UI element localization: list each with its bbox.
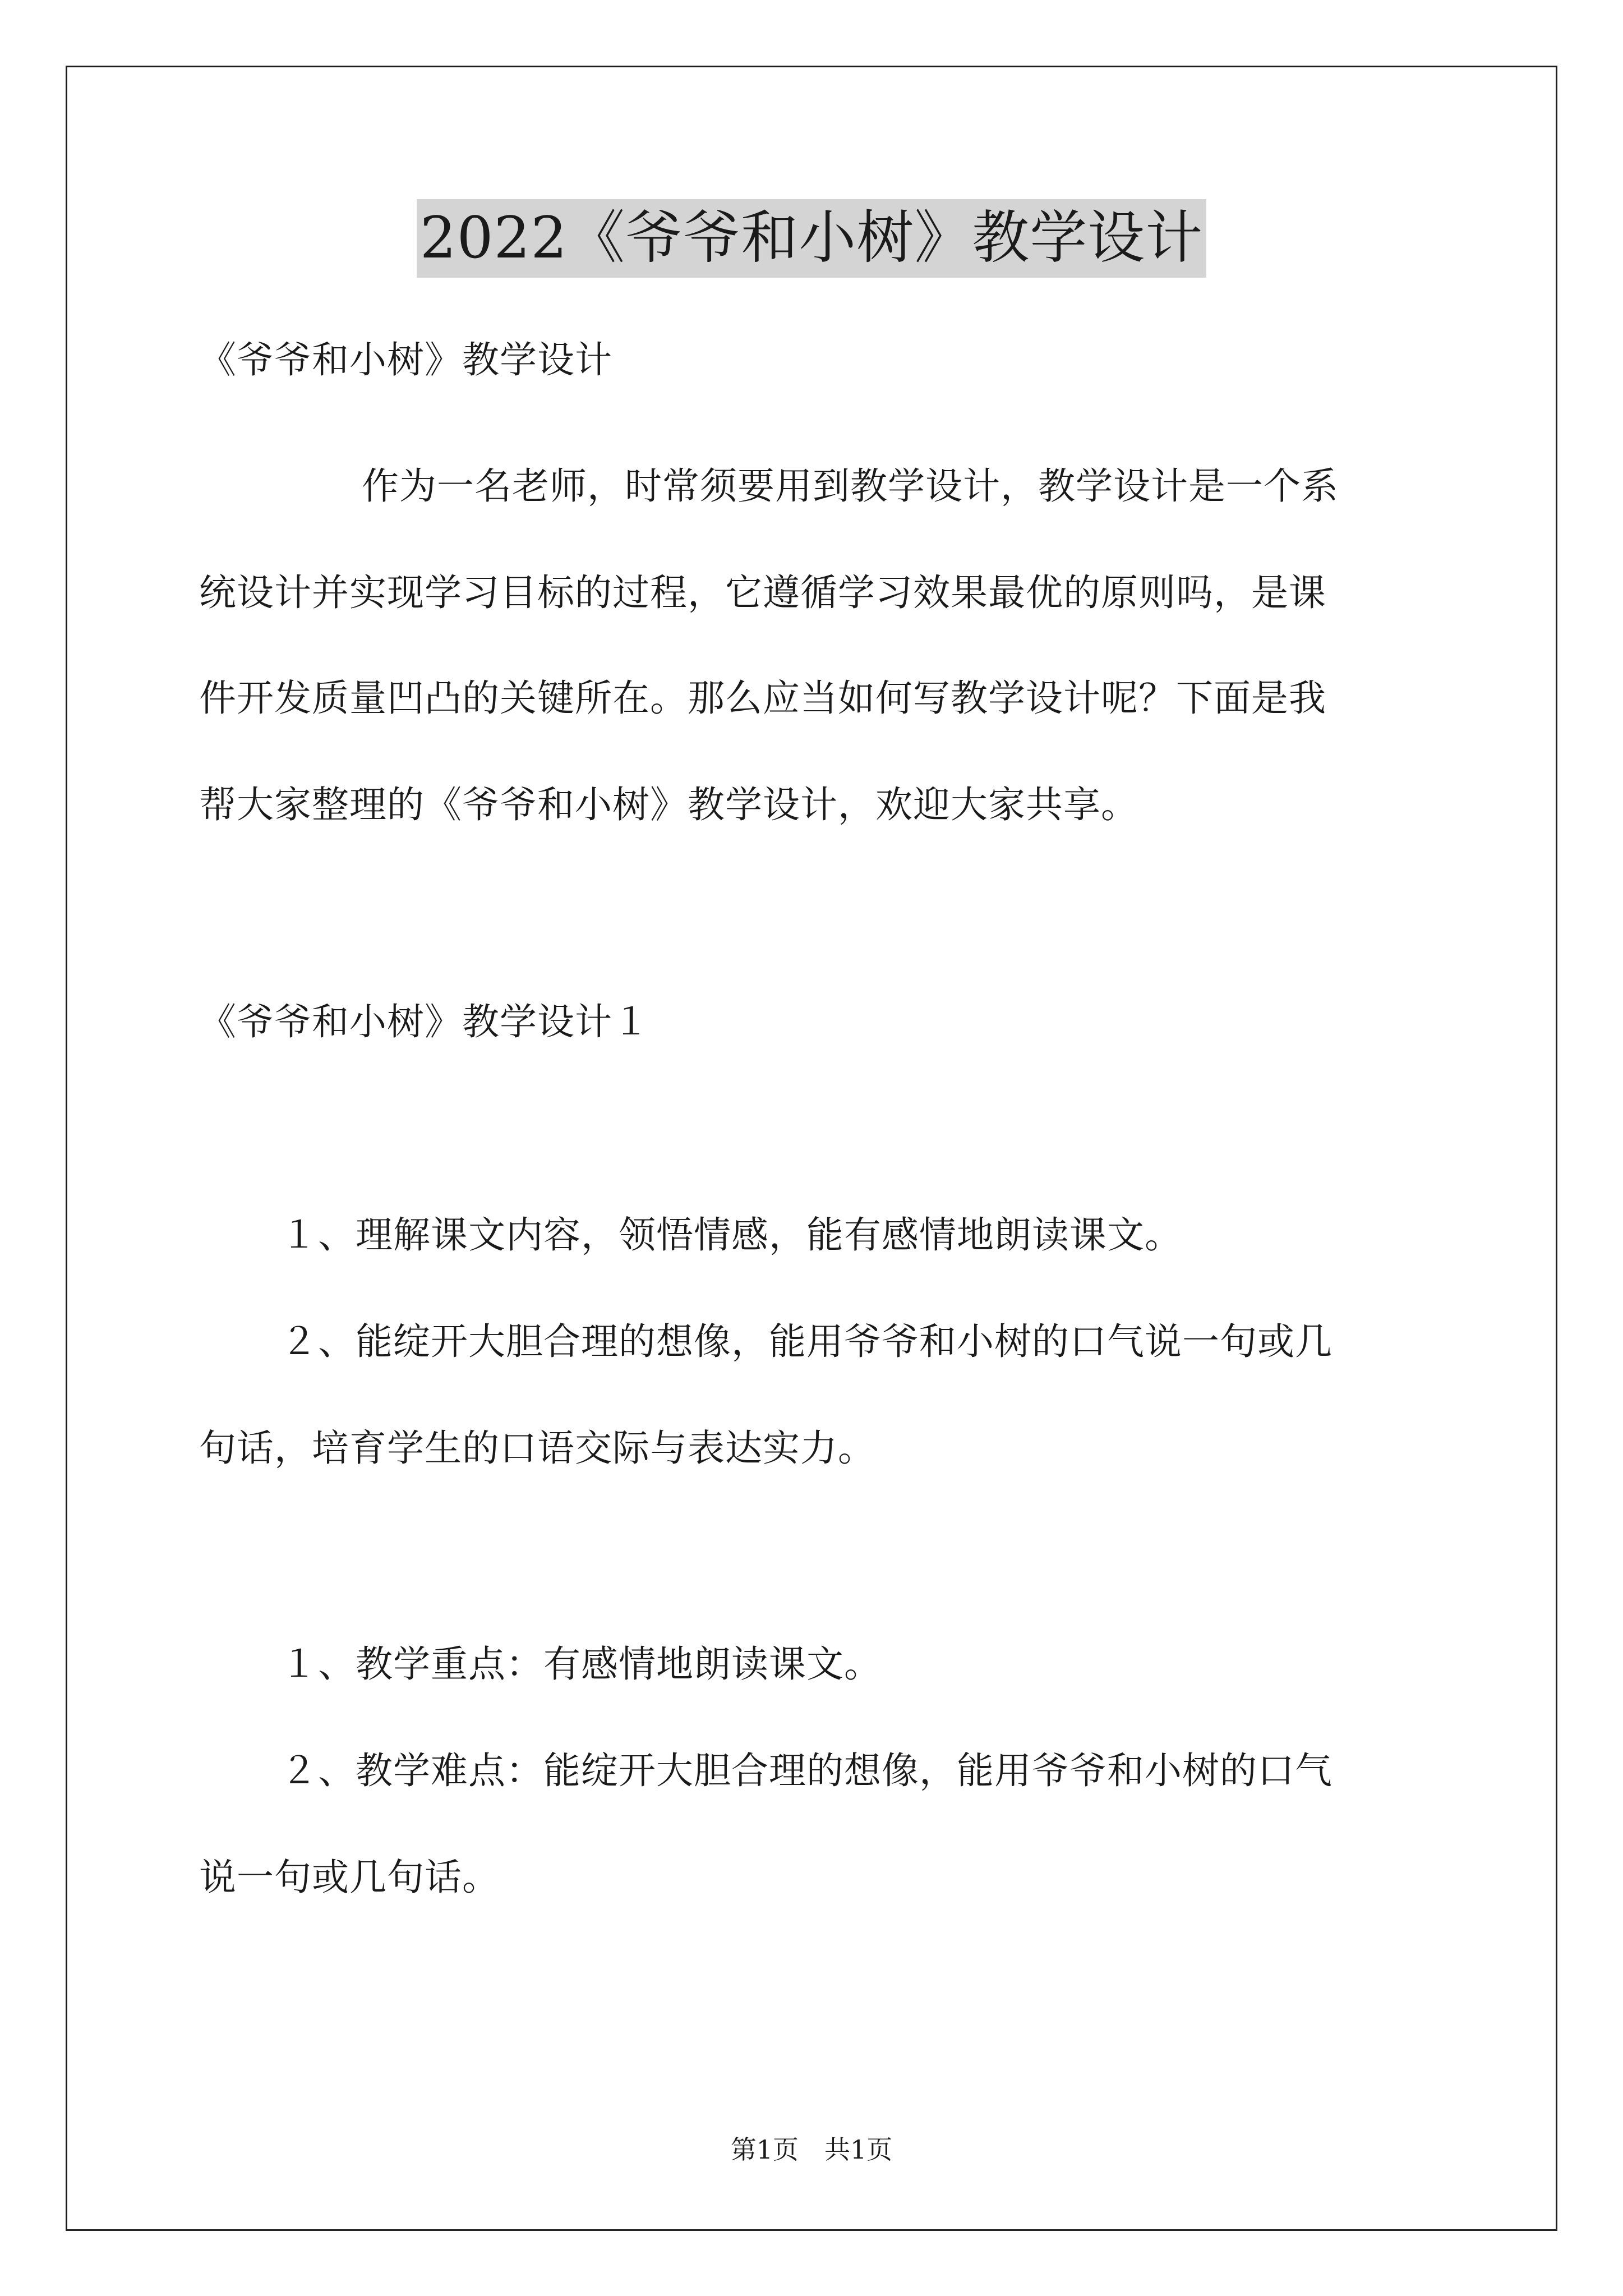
- text-line-section-1: 《爷爷和小树》教学设计１: [199, 1000, 650, 1043]
- document-title: 2022《爷爷和小树》教学设计: [417, 199, 1207, 278]
- text-line-key-1: １、教学重点：有感情地朗读课文。: [280, 1642, 882, 1686]
- text-line-goal-1: １、理解课文内容，领悟情感，能有感情地朗读课文。: [280, 1213, 1182, 1257]
- page-border: [66, 66, 1557, 2231]
- text-line-intro-4: 帮大家整理的《爷爷和小树》教学设计，欢迎大家共享。: [199, 783, 1138, 826]
- text-line-subtitle: 《爷爷和小树》教学设计: [199, 338, 612, 381]
- page-footer: 第1页 共1页: [730, 2134, 893, 2165]
- text-line-goal-2b: 句话，培育学生的口语交际与表达实力。: [199, 1427, 875, 1470]
- text-line-key-2a: ２、教学难点：能绽开大胆合理的想像，能用爷爷和小树的口气: [280, 1749, 1332, 1792]
- text-line-intro-3: 件开发质量凹凸的关键所在。那么应当如何写教学设计呢？下面是我: [199, 677, 1326, 720]
- text-line-key-2b: 说一句或几句话。: [199, 1856, 500, 1899]
- text-line-intro-2: 统设计并实现学习目标的过程，它遵循学习效果最优的原则吗，是课: [199, 571, 1326, 614]
- title-container: [0, 199, 1623, 278]
- text-line-goal-2a: ２、能绽开大胆合理的想像，能用爷爷和小树的口气说一句或几: [280, 1320, 1332, 1363]
- text-line-intro-1: 作为一名老师，时常须要用到教学设计，教学设计是一个系: [362, 464, 1339, 508]
